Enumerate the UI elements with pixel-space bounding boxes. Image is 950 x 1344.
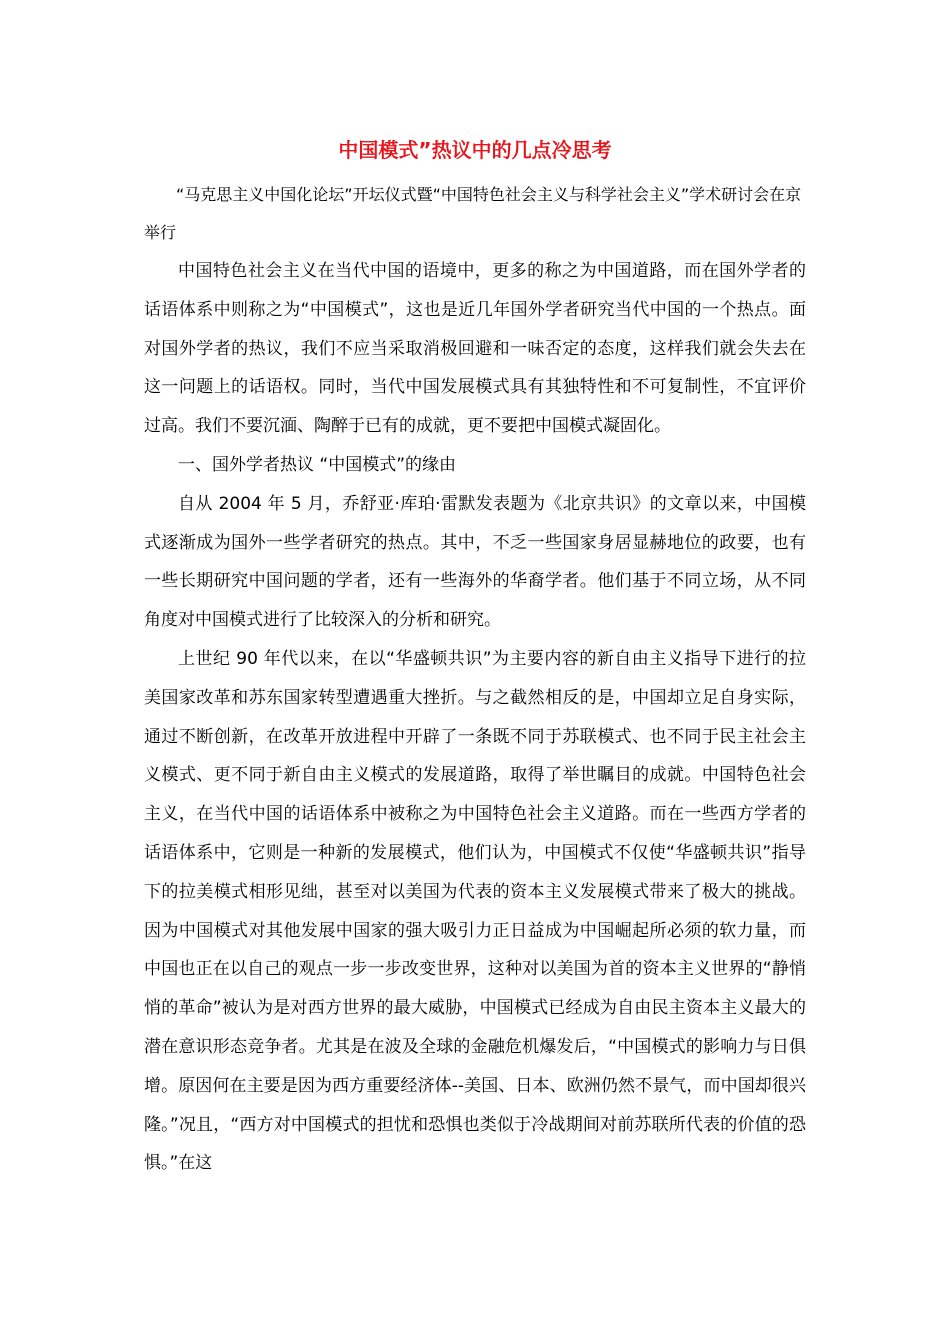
document-title: 中国模式”热议中的几点冷思考 xyxy=(338,138,612,162)
paragraph: 中国特色社会主义在当代中国的语境中，更多的称之为中国道路，而在国外学者的话语体系中则称之为“中国模式”，这也是近几年国外学者研究当代中国的一个热点。面对国外学者的热议，我们不应当采取消极回避和一味否定的态度，这样我们就会失去在这一问题上的话语权。同时，当代中国发展模式具有其独特性和不可复制性，不宜评价过高。我们不要沉湎、陶醉于已有的成就，更不要把中国模式凝固化。 xyxy=(144,261,806,437)
document-body xyxy=(144,252,806,1183)
paragraph: 上世纪 90 年代以来，在以“华盛顿共识”为主要内容的新自由主义指导下进行的拉美国家改革和苏东国家转型遭遇重大挫折。与之截然相反的是，中国却立足自身实际，通过不断创新，在改革开放进程中开辟了一条既不同于苏联模式、也不同于民主社会主义模式、更不同于新自由主义模式的发展道路，取得了举世瞩目的成就。中国特色社会主义，在当代中国的话语体系中被称之为中国特色社会主义道路。而在一些西方学者的话语体系中，它则是一种新的发展模式，他们认为，中国模式不仅使“华盛顿共识”指导下的拉美模式相形见绌，甚至对以美国为代表的资本主义发展模式带来了极大的挑战。因为中国模式对其他发展中国家的强大吸引力正日益成为中国崛起所必须的软力量，而中国也正在以自己的观点一步一步改变世界，这种对以美国为首的资本主义世界的“静悄悄的革命”被认为是对西方世界的最大威胁，中国模式已经成为自由民主资本主义最大的潜在意识形态竞争者。尤其是在波及全球的金融危机爆发后，“中国模式的影响力与日俱增。原因何在主要是因为西方重要经济体--美国、日本、欧洲仍然不景气，而中国却很兴隆。”况且，“西方对中国模式的担忧和恐惧也类似于冷战期间对前苏联所代表的价值的恐惧。”在这 xyxy=(144,648,806,1174)
section-heading: 一、国外学者热议 “中国模式”的缘由 xyxy=(178,454,457,475)
paragraph: 自从 2004 年 5 月，乔舒亚·库珀·雷默发表题为《北京共识》的文章以来，中国模式逐渐成为国外一些学者研究的热点。其中，不乏一些国家身居显赫地位的政要，也有一些长期研究中国问题的学者，还有一些海外的华裔学者。他们基于不同立场，从不同角度对中国模式进行了比较深入的分析和研究。 xyxy=(144,493,806,631)
document-subtitle: “马克思主义中国化论坛”开坛仪式暨“中国特色社会主义与科学社会主义”学术研讨会在京举行 xyxy=(144,185,802,242)
